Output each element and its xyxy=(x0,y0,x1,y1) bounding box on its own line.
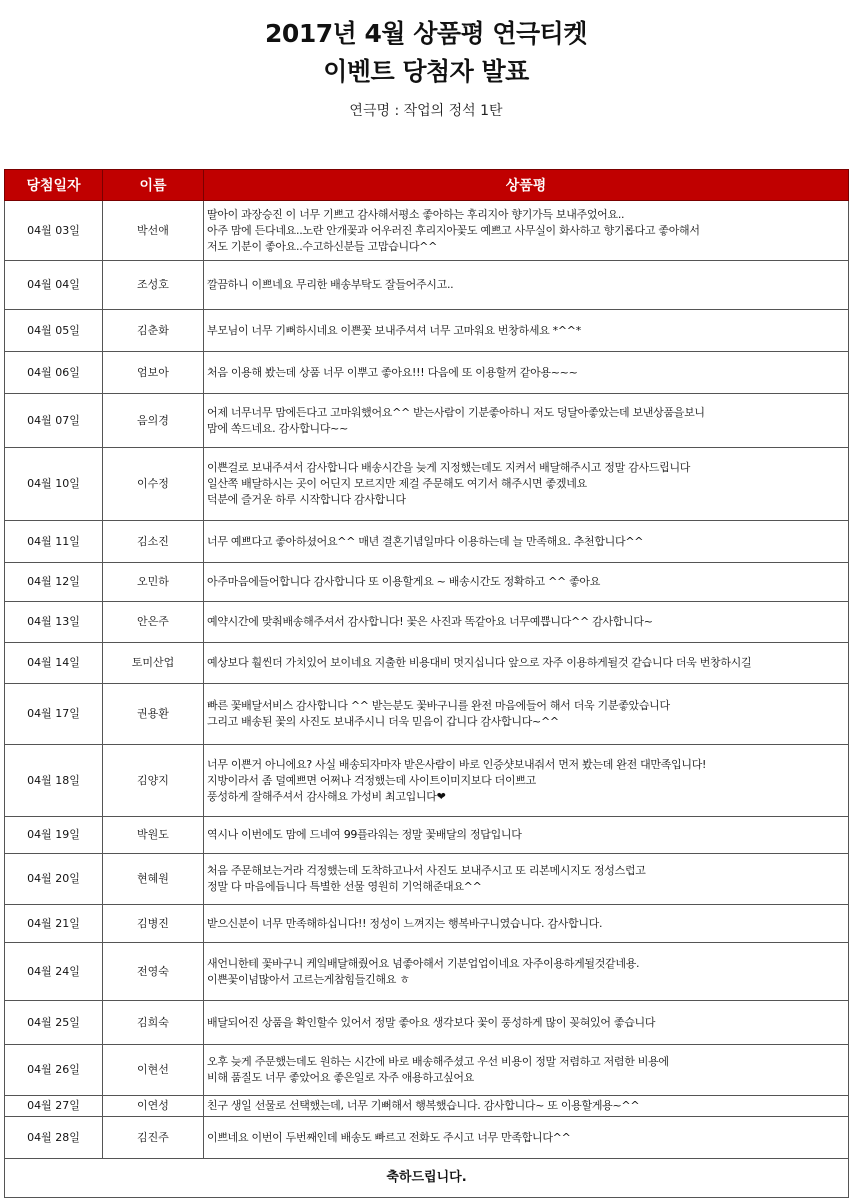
name-cell: 김병진 xyxy=(103,905,204,943)
column-header-review: 상품평 xyxy=(204,170,849,201)
name-cell: 안은주 xyxy=(103,602,204,643)
table-row xyxy=(5,521,849,563)
table-row xyxy=(5,684,849,745)
table-row xyxy=(5,745,849,817)
review-cell: 처음 이용해 봤는데 상품 너무 이뿌고 좋아요!!! 다음에 또 이용할꺼 같아용~~~ xyxy=(204,352,849,394)
review-cell: 오후 늦게 주문했는데도 원하는 시간에 바로 배송해주셨고 우선 비용이 정말 저렴하고 저렴한 비용에 비해 품질도 너무 좋았어요 좋은일로 자주 애용하고싶어요 xyxy=(204,1045,849,1096)
review-cell: 깔끔하니 이쁘네요 무리한 배송부탁도 잘들어주시고.. xyxy=(204,261,849,310)
table-row xyxy=(5,905,849,943)
review-cell: 너무 이쁜거 아니에요? 사실 배송되자마자 받은사람이 바로 인증샷보내줘서 먼저 봤는데 완전 대만족입니다! 지방이라서 좀 덜예쁘면 어쩌나 걱정했는데 사이트이미지보다 더이쁘고 풍성하게 잘해주셔서 감사해요 가성비 최고입니다❤ xyxy=(204,745,849,817)
name-cell: 현혜원 xyxy=(103,854,204,905)
review-cell: 역시나 이번에도 맘에 드네여 99플라워는 정말 꽃배달의 정답입니다 xyxy=(204,817,849,854)
name-cell: 엄보아 xyxy=(103,352,204,394)
name-cell: 토미산업 xyxy=(103,643,204,684)
footer-row xyxy=(5,1159,849,1198)
date-cell: 04월 14일 xyxy=(5,643,103,684)
table-row xyxy=(5,1045,849,1096)
review-cell: 이쁘네요 이번이 두번째인데 배송도 빠르고 전화도 주시고 너무 만족합니다^^ xyxy=(204,1117,849,1159)
column-header-name: 이름 xyxy=(103,170,204,201)
date-cell: 04월 06일 xyxy=(5,352,103,394)
date-cell: 04월 18일 xyxy=(5,745,103,817)
page-title-line1: 2017년 4월 상품평 연극티켓 xyxy=(265,19,587,48)
date-cell: 04월 19일 xyxy=(5,817,103,854)
winners-table xyxy=(4,169,849,1198)
name-cell: 전영숙 xyxy=(103,943,204,1001)
table-row xyxy=(5,394,849,448)
date-cell: 04월 20일 xyxy=(5,854,103,905)
date-cell: 04월 11일 xyxy=(5,521,103,563)
date-cell: 04월 13일 xyxy=(5,602,103,643)
review-cell: 친구 생일 선물로 선택했는데, 너무 기뻐해서 행복했습니다. 감사합니다~ 또 이용할게용~^^ xyxy=(204,1096,849,1117)
table-row xyxy=(5,817,849,854)
review-cell: 받으신분이 너무 만족해하십니다!! 정성이 느껴지는 행복바구니였습니다. 감사합니다. xyxy=(204,905,849,943)
review-cell: 이쁜걸로 보내주셔서 감사합니다 배송시간을 늦게 지정했는데도 지켜서 배달해주시고 정말 감사드립니다 일산쪽 배달하시는 곳이 어딘지 모르지만 제걸 주문해도 여기서 해주시면 좋겠네요 덕분에 즐거운 하루 시작합니다 감사합니다 xyxy=(204,448,849,521)
date-cell: 04월 10일 xyxy=(5,448,103,521)
table-row xyxy=(5,1096,849,1117)
date-cell: 04월 04일 xyxy=(5,261,103,310)
review-cell: 예상보다 훨씬더 가치있어 보이네요 지출한 비용대비 멋지십니다 앞으로 자주 이용하게될것 같습니다 더욱 번창하시길 xyxy=(204,643,849,684)
name-cell: 박선애 xyxy=(103,201,204,261)
date-cell: 04월 28일 xyxy=(5,1117,103,1159)
name-cell: 이연성 xyxy=(103,1096,204,1117)
date-cell: 04월 12일 xyxy=(5,563,103,602)
table-row xyxy=(5,352,849,394)
review-cell: 너무 예쁘다고 좋아하셨어요^^ 매년 결혼기념일마다 이용하는데 늘 만족해요. 추천합니다^^ xyxy=(204,521,849,563)
name-cell: 조성호 xyxy=(103,261,204,310)
name-cell: 김춘화 xyxy=(103,310,204,352)
name-cell: 권용환 xyxy=(103,684,204,745)
date-cell: 04월 05일 xyxy=(5,310,103,352)
review-cell: 부모님이 너무 기뻐하시네요 이쁜꽃 보내주셔셔 너무 고마워요 번창하세요 *^^* xyxy=(204,310,849,352)
table-row xyxy=(5,943,849,1001)
table-row xyxy=(5,854,849,905)
table-row xyxy=(5,448,849,521)
name-cell: 오민하 xyxy=(103,563,204,602)
table-header-row xyxy=(5,170,849,201)
table-row xyxy=(5,1001,849,1045)
table-row xyxy=(5,261,849,310)
review-cell: 새언니한테 꽃바구니 케잌배달해줬어요 넘좋아해서 기분업업이네요 자주이용하게될것같네용. 이쁜꽃이넘많아서 고르는게참힘들긴해요 ㅎ xyxy=(204,943,849,1001)
column-header-date: 당첨일자 xyxy=(5,170,103,201)
name-cell: 김소진 xyxy=(103,521,204,563)
page-title-line2: 이벤트 당첨자 발표 xyxy=(323,57,529,86)
congratulations-text: 축하드립니다. xyxy=(5,1159,849,1198)
table-row xyxy=(5,602,849,643)
review-cell: 배달되어진 상품을 확인할수 있어서 정말 좋아요 생각보다 꽃이 풍성하게 많이 꽂혀있어 좋습니다 xyxy=(204,1001,849,1045)
table-row xyxy=(5,643,849,684)
table-row xyxy=(5,201,849,261)
play-name: 연극명 : 작업의 정석 1탄 xyxy=(349,103,503,119)
table-row xyxy=(5,1117,849,1159)
date-cell: 04월 17일 xyxy=(5,684,103,745)
date-cell: 04월 26일 xyxy=(5,1045,103,1096)
name-cell: 이수정 xyxy=(103,448,204,521)
name-cell: 박원도 xyxy=(103,817,204,854)
name-cell: 김희숙 xyxy=(103,1001,204,1045)
review-cell: 아주마음에들어합니다 감사합니다 또 이용할게요 ~ 배송시간도 정확하고 ^^ 좋아요 xyxy=(204,563,849,602)
date-cell: 04월 03일 xyxy=(5,201,103,261)
name-cell: 김양지 xyxy=(103,745,204,817)
date-cell: 04월 07일 xyxy=(5,394,103,448)
review-cell: 빠른 꽃배달서비스 감사합니다 ^^ 받는분도 꽃바구니를 완전 마음에들어 해서 더욱 기분좋았습니다 그리고 배송된 꽃의 사진도 보내주시니 더욱 믿음이 갑니다 감사합니다~^^ xyxy=(204,684,849,745)
name-cell: 이현선 xyxy=(103,1045,204,1096)
table-row xyxy=(5,310,849,352)
date-cell: 04월 21일 xyxy=(5,905,103,943)
date-cell: 04월 25일 xyxy=(5,1001,103,1045)
name-cell: 김진주 xyxy=(103,1117,204,1159)
review-cell: 딸아이 과장승진 이 너무 기쁘고 감사해서평소 좋아하는 후리지아 향기가득 보내주었어요.. 아주 맘에 든다네요..노란 안개꽃과 어우러진 후리지아꽃도 예쁘고 사무실이 화사하고 향기롭다고 좋아해서 저도 기분이 좋아요..수고하신분들 고맙습니다^^ xyxy=(204,201,849,261)
name-cell: 음의경 xyxy=(103,394,204,448)
date-cell: 04월 24일 xyxy=(5,943,103,1001)
review-cell: 처음 주문해보는거라 걱정했는데 도착하고나서 사진도 보내주시고 또 리본메시지도 정성스럽고 정말 다 마음에듭니다 특별한 선물 영원히 기억해준대요^^ xyxy=(204,854,849,905)
date-cell: 04월 27일 xyxy=(5,1096,103,1117)
review-cell: 어제 너무너무 맘에든다고 고마워했어요^^ 받는사람이 기분좋아하니 저도 덩달아좋았는데 보낸상품을보니 맘에 쏙드네요. 감사합니다~~ xyxy=(204,394,849,448)
review-cell: 예약시간에 맞춰배송해주셔서 감사합니다! 꽃은 사진과 똑같아요 너무예쁩니다^^ 감사합니다~ xyxy=(204,602,849,643)
table-row xyxy=(5,563,849,602)
